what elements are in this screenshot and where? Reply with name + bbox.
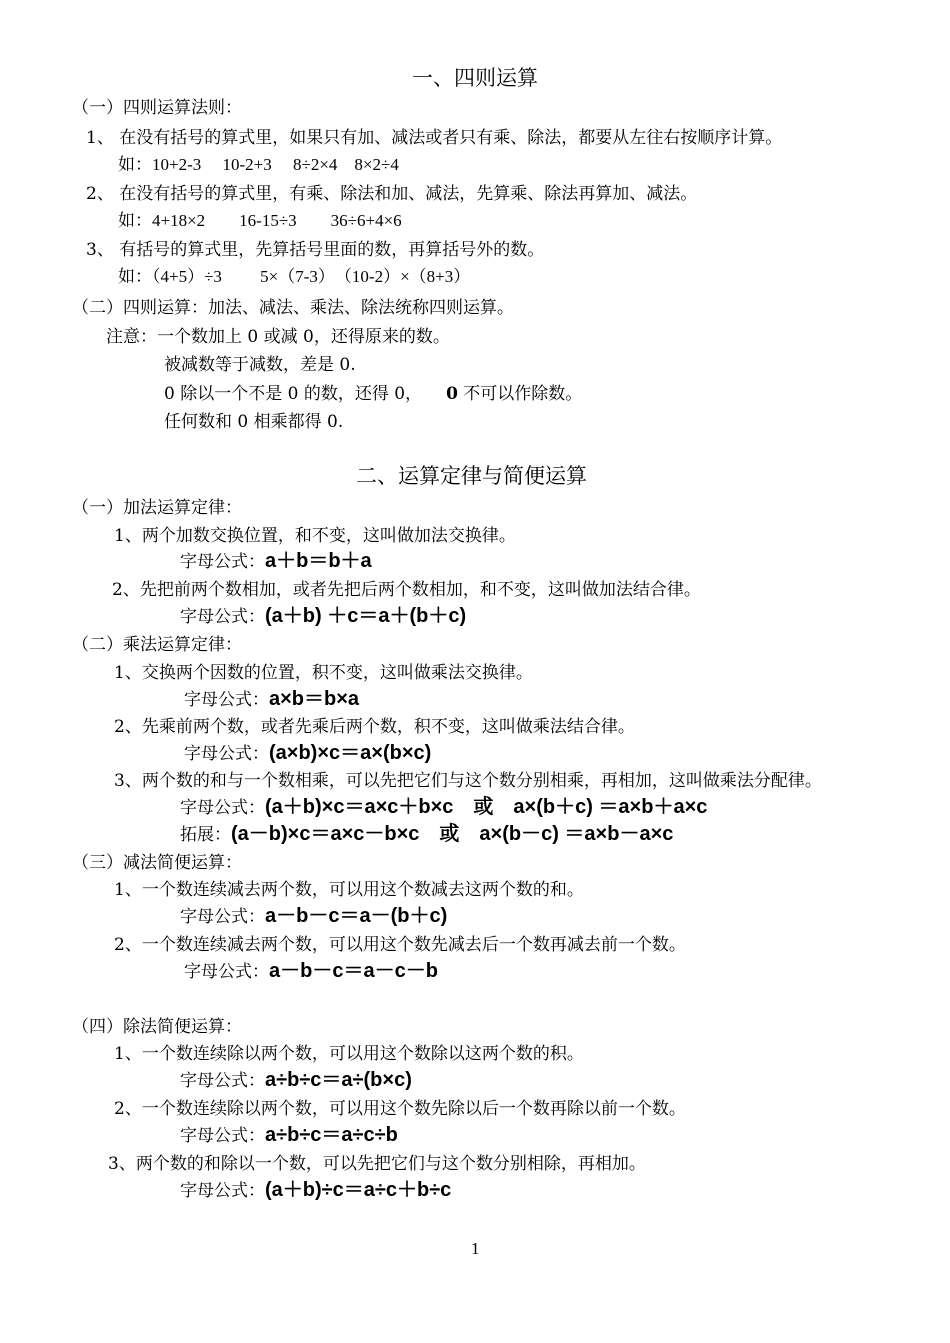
formula: (a＋b)×c＝a×c＋b×c 或 a×(b＋c) ＝a×b＋a×c	[265, 796, 708, 818]
page-number: 1	[471, 1239, 480, 1258]
formula-addition-associative	[180, 605, 466, 628]
multiplication-commutative: 1、交换两个因数的位置，积不变，这叫做乘法交换律。	[114, 663, 533, 683]
formula: (a×b)×c＝a×(b×c)	[269, 742, 432, 764]
section-title-arithmetic: 一、四则运算	[412, 66, 538, 90]
formula-multiplication-associative	[184, 742, 431, 765]
subtraction-rule-1: 1、一个数连续减去两个数，可以用这个数减去这两个数的和。	[114, 880, 584, 900]
example-3: 如：（4+5）÷3 5×（7-3） （10-2）×（8+3）	[118, 267, 471, 286]
note-3-part-a: 0 除以一个不是 0 的数，还得 0，	[164, 384, 423, 404]
note-4: 任何数和 0 相乘都得 0.	[164, 412, 344, 432]
section-title-laws: 二、运算定律与简便运算	[356, 464, 587, 488]
note-3-part-c: 不可以作除数。	[457, 384, 583, 404]
example-1: 如：10+2-3 10-2+3 8÷2×4 8×2÷4	[118, 155, 399, 174]
extension-label: 拓展：	[180, 825, 231, 845]
rule-2: 2、 在没有括号的算式里，有乘、除法和加、减法，先算乘、除法再算加、减法。	[86, 184, 698, 204]
formula-division-1	[180, 1069, 412, 1092]
formula-label: 字母公式：	[180, 1126, 265, 1146]
subheading-addition-laws: （一）加法运算定律：	[72, 498, 242, 518]
formula-label: 字母公式：	[184, 744, 269, 764]
formula-division-2	[180, 1124, 398, 1147]
subheading-multiplication-laws: （二）乘法运算定律：	[72, 635, 242, 655]
formula-extension	[180, 823, 673, 846]
subheading-four-operations: （二）四则运算：加法、减法、乘法、除法统称四则运算。	[72, 298, 514, 318]
addition-commutative: 1、两个加数交换位置，和不变，这叫做加法交换律。	[114, 526, 516, 546]
formula-label: 字母公式：	[180, 798, 265, 818]
formula-label: 字母公式：	[180, 552, 265, 572]
multiplication-distributive: 3、两个数的和与一个数相乘，可以先把它们与这个数分别相乘，再相加，这叫做乘法分配律。	[114, 771, 822, 791]
formula: a＋b＝b＋a	[265, 550, 372, 572]
formula-label: 字母公式：	[180, 1071, 265, 1091]
formula-label: 字母公式：	[184, 690, 269, 710]
formula-subtraction-2	[184, 960, 438, 983]
note-1: 注意：一个数加上 0 或减 0，还得原来的数。	[106, 327, 450, 347]
formula-label: 字母公式：	[180, 607, 265, 627]
rule-3: 3、 有括号的算式里，先算括号里面的数，再算括号外的数。	[86, 240, 545, 260]
subheading-rules: （一）四则运算法则：	[72, 98, 242, 118]
formula: a÷b÷c＝a÷c÷b	[265, 1124, 398, 1146]
formula-division-3	[180, 1179, 451, 1202]
division-rule-1: 1、一个数连续除以两个数，可以用这个数除以这两个数的积。	[114, 1044, 584, 1064]
formula-label: 字母公式：	[180, 907, 265, 927]
formula: (a－b)×c＝a×c－b×c 或 a×(b－c) ＝a×b－a×c	[231, 823, 674, 845]
example-2: 如：4+18×2 16-15÷3 36÷6+4×6	[118, 211, 402, 230]
subheading-division: （四）除法简便运算：	[72, 1017, 242, 1037]
subtraction-rule-2: 2、一个数连续减去两个数，可以用这个数先减去后一个数再减去前一个数。	[114, 935, 686, 955]
formula-subtraction-1	[180, 905, 447, 928]
formula-multiplication-commutative	[184, 688, 359, 711]
note-2: 被减数等于减数，差是 0.	[164, 355, 356, 375]
division-rule-2: 2、一个数连续除以两个数，可以用这个数先除以后一个数再除以前一个数。	[114, 1099, 686, 1119]
formula: a×b＝b×a	[269, 688, 360, 710]
formula: a－b－c＝a－(b＋c)	[265, 905, 448, 927]
division-rule-3: 3、两个数的和除以一个数，可以先把它们与这个数分别相除，再相加。	[108, 1154, 646, 1174]
formula-label: 字母公式：	[180, 1181, 265, 1201]
formula: (a＋b)÷c＝a÷c＋b÷c	[265, 1179, 452, 1201]
multiplication-associative: 2、先乘前两个数，或者先乘后两个数，积不变，这叫做乘法结合律。	[114, 717, 635, 737]
formula-label: 字母公式：	[184, 962, 269, 982]
addition-associative: 2、先把前两个数相加，或者先把后两个数相加，和不变，这叫做加法结合律。	[112, 580, 701, 600]
note-3-zero: 0	[446, 384, 458, 404]
subheading-subtraction: （三）减法简便运算：	[72, 853, 242, 873]
formula: a－b－c＝a－c－b	[269, 960, 438, 982]
formula: a÷b÷c＝a÷(b×c)	[265, 1069, 412, 1091]
formula-multiplication-distributive	[180, 796, 707, 819]
formula: (a＋b) ＋c＝a＋(b＋c)	[265, 605, 467, 627]
rule-1: 1、 在没有括号的算式里，如果只有加、减法或者只有乘、除法，都要从左往右按顺序计算。	[86, 128, 783, 148]
note-3	[164, 383, 582, 405]
formula-addition-commutative	[180, 550, 372, 573]
